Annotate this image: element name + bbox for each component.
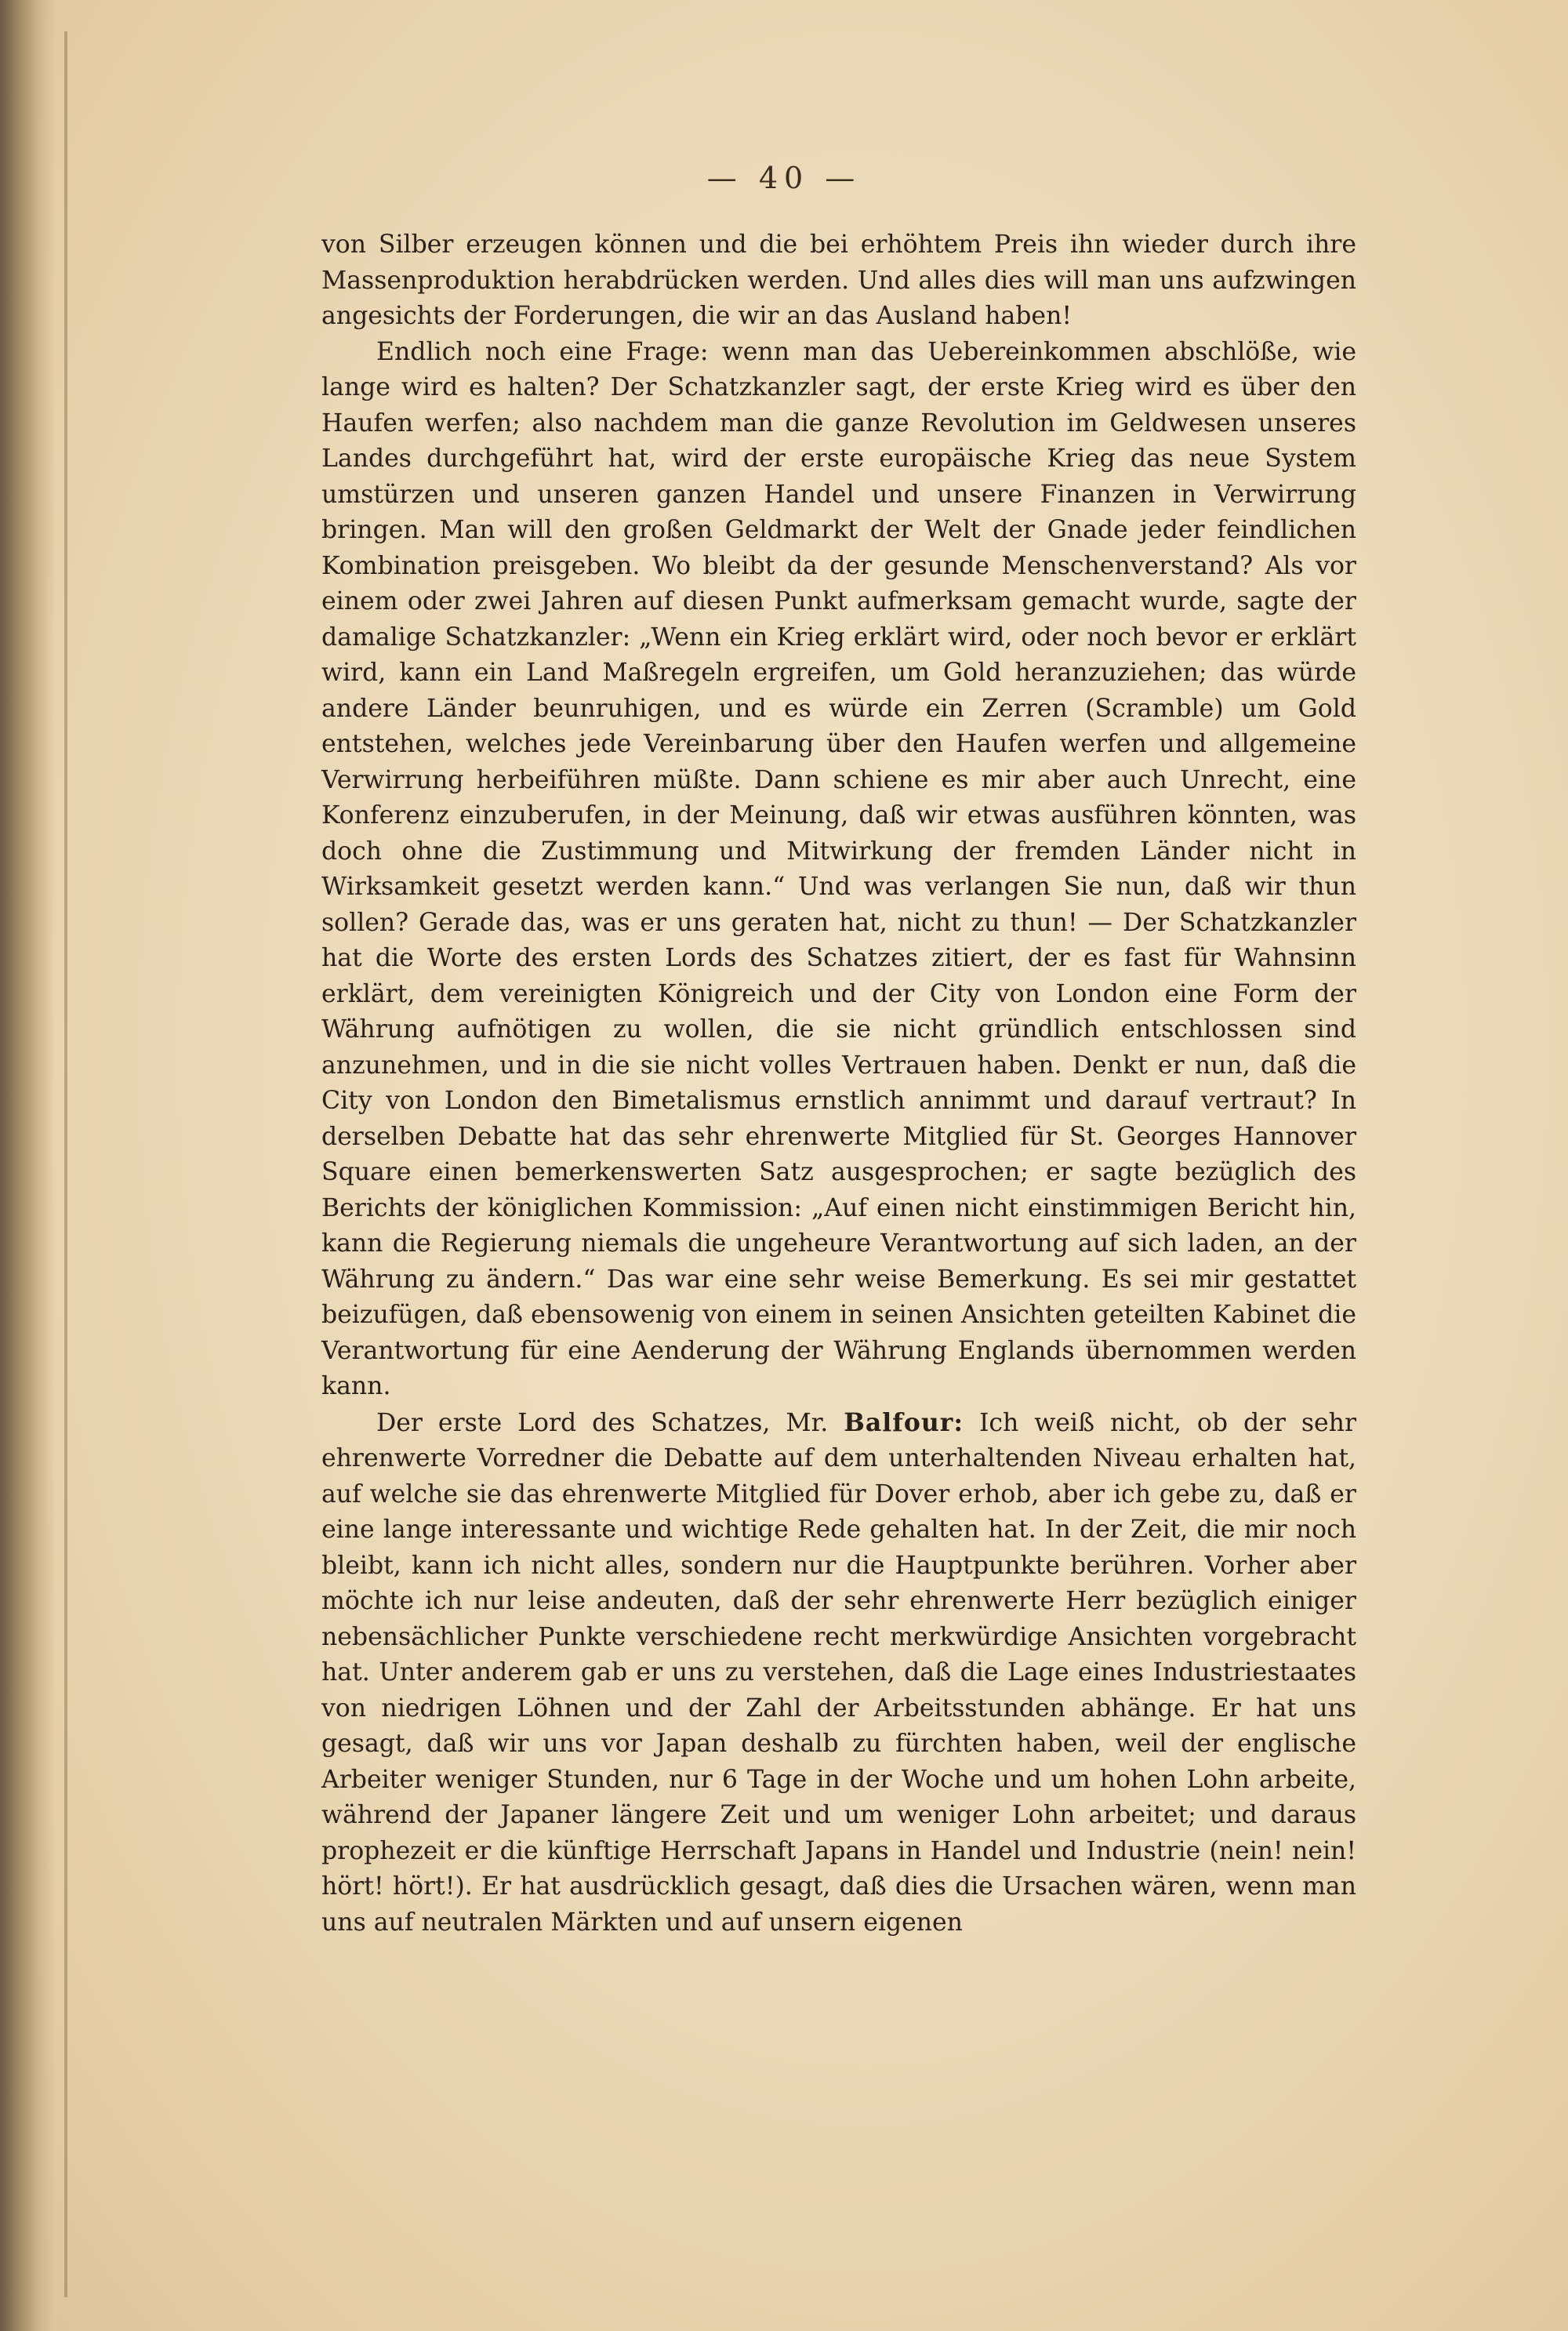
speaker-prefix: Der erste Lord des Schatzes, Mr. [376,1408,844,1437]
speech-text: Ich weiß nicht, ob der sehr ehrenwerte Vorredner die Debatte auf dem unterhaltenden Niveau erhalten hat, auf welche sie das ehrenwerte Mitglied für Dover erhob, aber ich gebe zu, daß er eine lange interessante und wichtige Rede gehalten hat. In der Zeit, die mir noch bleibt, kann ich nicht alles, sondern nur die Hauptpunkte berühren. Vorher aber möchte ich nur leise andeuten, daß der sehr ehrenwerte Herr bezüglich einiger nebensächlicher Punkte verschiedene recht merkwürdige Ansichten vorgebracht hat. Unter anderem gab er uns zu verstehen, daß die Lage eines Industriestaates von niedrigen Löhnen und der Zahl der Arbeitsstunden abhänge. Er hat uns gesagt, daß wir uns vor Japan deshalb zu fürchten haben, weil der englische Arbeiter weniger Stunden, nur 6 Tage in der Woche und um hohen Lohn arbeite, während der Japaner längere Zeit und um weniger Lohn arbeitet; und daraus prophezeit er die künftige Herrschaft Japans in Handel und Industrie (nein! nein! hört! hört!). Er hat ausdrücklich gesagt, daß dies die Ursachen wären, wenn man uns auf neutralen Märkten und auf unsern eigenen [321,1408,1357,1937]
paragraph-balfour [321,1405,1356,1941]
paragraph-frage: Endlich noch eine Frage: wenn man das Uebereinkommen abschlöße, wie lange wird es halten? Der Schatzkanzler sagt, der erste Krieg wird es über den Haufen werfen; also nachdem man die ganze Revolution im Geldwesen unseres Landes durchgeführt hat, wird der erste europäische Krieg das neue System umstürzen und unseren ganzen Handel und unsere Finanzen in Verwirrung bringen. Man will den großen Geldmarkt der Welt der Gnade jeder feindlichen Kombination preisgeben. Wo bleibt da der gesunde Menschenverstand? Als vor einem oder zwei Jahren auf diesen Punkt aufmerksam gemacht wurde, sagte der damalige Schatzkanzler: „Wenn ein Krieg erklärt wird, oder noch bevor er erklärt wird, kann ein Land Maßregeln ergreifen, um Gold heranzuziehen; das würde andere Länder beunruhigen, und es würde ein Zerren (Scramble) um Gold entstehen, welches jede Vereinbarung über den Haufen werfen und allgemeine Verwirrung herbeiführen müßte. Dann schiene es mir aber auch Unrecht, eine Konferenz einzuberufen, in der Meinung, daß wir etwas ausführen könnten, was doch ohne die Zustimmung und Mitwirkung der fremden Länder nicht in Wirksamkeit gesetzt werden kann.“ Und was verlangen Sie nun, daß wir thun sollen? Gerade das, was er uns geraten hat, nicht zu thun! — Der Schatzkanzler hat die Worte des ersten Lords des Schatzes zitiert, der es fast für Wahnsinn erklärt, dem vereinigten Königreich und der City von London eine Form der Währung aufnötigen zu wollen, die sie nicht gründlich entschlossen sind anzunehmen, und in die sie nicht volles Vertrauen haben. Denkt er nun, daß die City von London den Bimetalismus ernstlich annimmt und darauf vertraut? In derselben Debatte hat das sehr ehrenwerte Mitglied für St. Georges Hannover Square einen bemerkenswerten Satz ausgesprochen; er sagte bezüglich des Berichts der königlichen Kommission: „Auf einen nicht einstimmigen Bericht hin, kann die Regierung niemals die ungeheure Verantwortung auf sich laden, an der Währung zu ändern.“ Das war eine sehr weise Bemerkung. Es sei mir gestattet beizufügen, daß ebensowenig von einem in seinen Ansichten geteilten Kabinet die Verantwortung für eine Aenderung der Währung Englands übernommen werden kann. [321,337,1356,1400]
speaker-name: Balfour: [844,1407,964,1437]
body-text [321,227,1356,1941]
book-binding-edge [0,0,55,2331]
paragraph-continuation: von Silber erzeugen können und die bei erhöhtem Preis ihn wieder durch ihre Massenproduktion herabdrücken werden. Und alles dies will man uns aufzwingen angesichts der Forderungen, die wir an das Ausland haben! [321,231,1356,330]
binding-shadow-line [64,31,67,2297]
page-number: — 40 — [706,161,862,195]
